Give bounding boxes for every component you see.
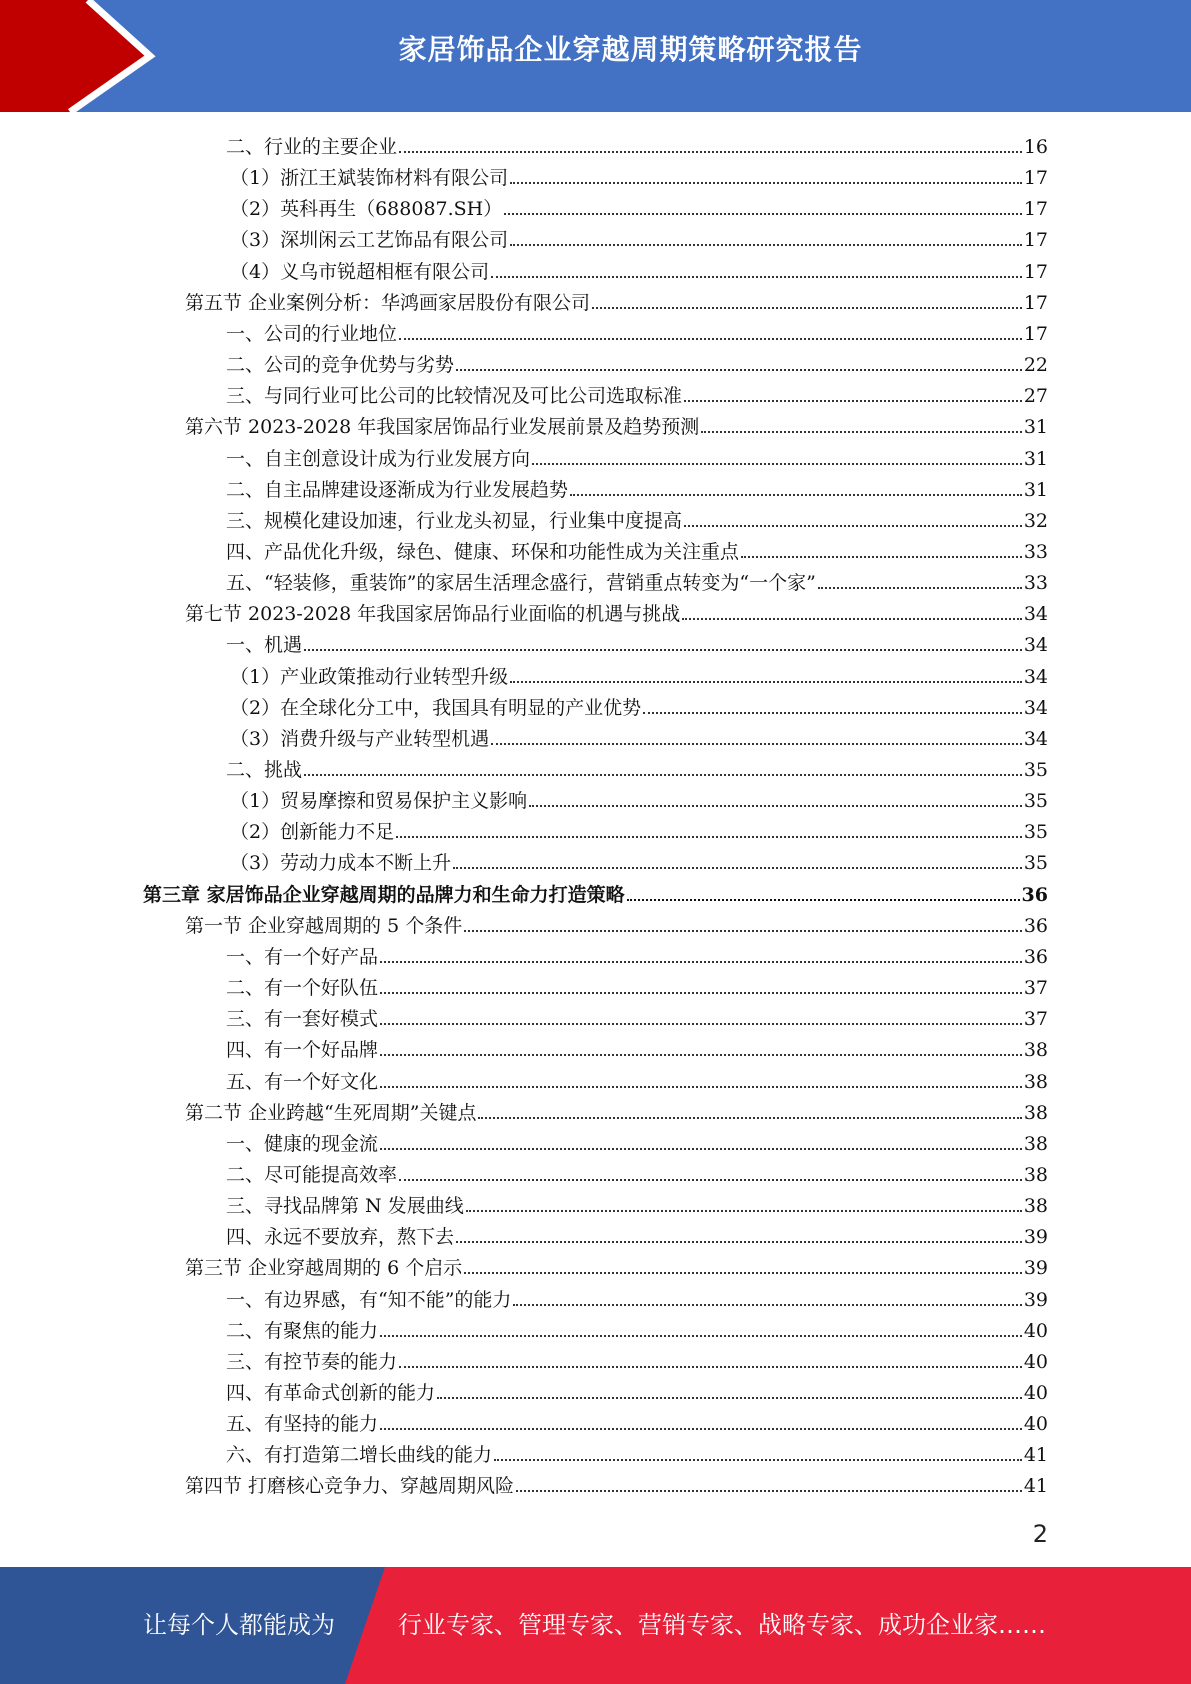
toc-dot-leader [532,463,1022,465]
toc-entry[interactable] [185,907,1048,938]
toc-entry[interactable] [185,595,1048,626]
toc-entry[interactable] [226,1343,1048,1374]
toc-entry-title: 四、有革命式创新的能力 [226,1382,436,1404]
toc-entry[interactable] [230,689,1048,720]
toc-entry[interactable] [185,1467,1048,1498]
toc-entry-page: 38 [1023,1132,1048,1155]
toc-dot-leader [513,1304,1021,1306]
toc-entry-page: 17 [1023,229,1048,252]
toc-entry-page: 17 [1023,291,1048,314]
toc-entry-page: 34 [1023,634,1048,657]
toc-entry[interactable] [226,1063,1048,1094]
document-title: 家居饰品企业穿越周期策略研究报告 [398,33,863,66]
toc-entry-title: 第三节 企业穿越周期的 6 个启示 [185,1257,463,1280]
toc-entry-title: （1）贸易摩擦和贸易保护主义影响 [230,790,528,813]
toc-entry[interactable] [185,284,1048,315]
toc-entry-page: 17 [1023,260,1048,283]
toc-dot-leader [399,1179,1022,1181]
page-footer [0,1567,1191,1684]
toc-entry-title: 三、与同行业可比公司的比较情况及可比公司选取标准 [226,385,683,408]
toc-entry-page: 22 [1023,354,1048,377]
toc-dot-leader [380,1054,1022,1056]
toc-entry[interactable] [226,1125,1048,1156]
toc-entry[interactable] [226,377,1048,408]
toc-entry[interactable] [230,221,1048,252]
toc-entry-title: 四、有一个好品牌 [226,1039,379,1062]
page-header [0,0,1191,112]
toc-entry[interactable] [226,315,1048,346]
toc-entry-page: 31 [1023,478,1048,501]
toc-entry-page: 35 [1023,821,1048,844]
toc-dot-leader [380,1023,1022,1025]
footer-slogan-left: 让每个人都能成为 [143,1611,335,1639]
toc-entry-title: 二、自主品牌建设逐渐成为行业发展趋势 [226,478,569,501]
toc-entry-title: 第三章 家居饰品企业穿越周期的品牌力和生命力打造策略 [143,883,625,906]
toc-entry[interactable] [226,533,1048,564]
toc-entry[interactable] [226,1436,1048,1467]
toc-dot-leader [399,151,1022,153]
toc-dot-leader [380,1086,1022,1088]
toc-dot-leader [396,836,1022,838]
toc-dot-leader [437,1397,1022,1399]
toc-entry-page: 36 [1021,883,1048,906]
toc-dot-leader [380,961,1022,963]
toc-entry[interactable] [226,969,1048,1000]
toc-entry-title: 一、公司的行业地位 [226,322,398,345]
toc-entry-title: 一、有边界感，有“知不能”的能力 [226,1288,512,1311]
toc-entry-page: 40 [1023,1413,1048,1436]
toc-entry-page: 39 [1023,1288,1048,1311]
toc-dot-leader [453,867,1022,869]
toc-entry-title: （1）浙江王斌装饰材料有限公司 [230,167,509,190]
toc-entry[interactable] [226,1312,1048,1343]
toc-dot-leader [627,899,1020,901]
toc-dot-leader [570,494,1022,496]
toc-entry-title: 四、产品优化升级，绿色、健康、环保和功能性成为关注重点 [226,540,740,563]
toc-entry[interactable] [230,190,1048,221]
toc-dot-leader [684,400,1022,402]
toc-dot-leader [643,712,1022,714]
toc-entry-page: 35 [1023,790,1048,813]
toc-entry[interactable] [226,1281,1048,1312]
toc-entry-title: 五、有坚持的能力 [226,1413,379,1436]
toc-dot-leader [516,1490,1022,1492]
toc-entry-page: 38 [1023,1101,1048,1124]
footer-slogan-right: 行业专家、管理专家、营销专家、战略专家、成功企业家…… [398,1611,1046,1639]
toc-entry[interactable] [143,876,1048,907]
toc-entry-title: 二、行业的主要企业 [226,136,398,158]
toc-entry[interactable] [185,408,1048,439]
toc-entry-page: 38 [1023,1163,1048,1186]
toc-entry-title: （2）在全球化分工中，我国具有明显的产业优势 [230,696,642,719]
page-number: 2 [1032,1520,1048,1548]
toc-entry-title: 二、挑战 [226,759,303,781]
toc-entry-page: 40 [1023,1382,1048,1404]
toc-entry[interactable] [185,1249,1048,1280]
toc-dot-leader [510,182,1022,184]
toc-entry[interactable] [226,1405,1048,1436]
toc-entry-page: 16 [1023,136,1048,158]
toc-entry[interactable] [226,1031,1048,1062]
toc-entry[interactable] [226,1218,1048,1249]
toc-dot-leader [464,1272,1022,1274]
toc-dot-leader [818,587,1022,589]
toc-entry-title: 一、健康的现金流 [226,1132,379,1155]
toc-entry-page: 38 [1023,1195,1048,1218]
toc-entry[interactable] [226,626,1048,657]
toc-entry[interactable] [226,128,1048,159]
toc-entry-page: 37 [1023,977,1048,1000]
toc-dot-leader [491,743,1022,745]
toc-entry-page: 38 [1023,1070,1048,1093]
toc-entry[interactable] [226,938,1048,969]
toc-dot-leader [510,681,1022,683]
toc-dot-leader [380,992,1022,994]
toc-entry[interactable] [226,1187,1048,1218]
toc-entry-title: 二、有聚焦的能力 [226,1319,379,1342]
toc-entry-page: 35 [1023,759,1048,781]
toc-dot-leader [456,1241,1022,1243]
toc-dot-leader [399,1366,1022,1368]
toc-entry-page: 37 [1023,1008,1048,1031]
toc-entry-page: 39 [1023,1226,1048,1249]
toc-entry-title: 三、规模化建设加速，行业龙头初显，行业集中度提高 [226,509,683,532]
toc-entry-page: 27 [1023,385,1048,408]
toc-entry-page: 38 [1023,1039,1048,1062]
toc-entry[interactable] [226,440,1048,471]
toc-dot-leader [380,1148,1022,1150]
toc-entry-title: 三、寻找品牌第 N 发展曲线 [226,1195,464,1218]
toc-entry-page: 40 [1023,1319,1048,1342]
toc-entry-page: 34 [1023,665,1048,688]
toc-entry-title: 第四节 打磨核心竞争力、穿越周期风险 [185,1475,515,1498]
toc-entry[interactable] [226,471,1048,502]
toc-entry[interactable] [226,1374,1048,1405]
toc-entry-page: 39 [1023,1257,1048,1280]
toc-entry-title: 一、自主创意设计成为行业发展方向 [226,447,531,470]
toc-entry-title: 四、永远不要放弃，熬下去 [226,1226,455,1249]
toc-dot-leader [380,1335,1022,1337]
toc-entry-title: 第五节 企业案例分析：华鸿画家居股份有限公司 [185,291,591,314]
toc-entry[interactable] [230,658,1048,689]
toc-entry-title: （1）产业政策推动行业转型升级 [230,665,509,688]
toc-entry-page: 35 [1023,852,1048,875]
toc-entry[interactable] [185,1094,1048,1125]
toc-dot-leader [592,307,1022,309]
toc-entry-title: 一、有一个好产品 [226,945,379,968]
toc-entry-page: 33 [1023,540,1048,563]
toc-dot-leader [682,618,1022,620]
toc-entry-title: 第一节 企业穿越周期的 5 个条件 [185,914,463,937]
toc-entry[interactable] [226,564,1048,595]
toc-entry-title: 二、尽可能提高效率 [226,1163,398,1186]
toc-dot-leader [464,930,1022,932]
toc-entry[interactable] [230,813,1048,844]
toc-dot-leader [304,774,1022,776]
toc-entry-title: 第六节 2023-2028 年我国家居饰品行业发展前景及趋势预测 [185,416,700,439]
toc-entry[interactable] [226,502,1048,533]
toc-dot-leader [304,649,1022,651]
toc-entry-title: 三、有控节奏的能力 [226,1350,398,1373]
toc-entry-title: （2）创新能力不足 [230,821,395,844]
toc-dot-leader [399,338,1022,340]
toc-entry-page: 17 [1023,322,1048,345]
toc-entry-title: （3）劳动力成本不断上升 [230,852,452,875]
toc-dot-leader [478,1117,1021,1119]
toc-dot-leader [466,1210,1022,1212]
toc-entry-page: 34 [1023,603,1048,626]
toc-entry-title: 第二节 企业跨越“生死周期”关键点 [185,1101,477,1124]
toc-entry-title: 六、有打造第二增长曲线的能力 [226,1444,493,1467]
toc-entry-page: 41 [1023,1444,1048,1467]
toc-entry-title: 二、公司的竞争优势与劣势 [226,354,455,377]
toc-entry-title: 一、机遇 [226,634,303,657]
toc-dot-leader [741,556,1022,558]
toc-entry-page: 34 [1023,696,1048,719]
toc-dot-leader [684,525,1022,527]
toc-entry[interactable] [230,159,1048,190]
toc-dot-leader [380,1428,1022,1430]
toc-entry-title: （2）英科再生（688087.SH） [230,198,503,221]
toc-entry[interactable] [230,782,1048,813]
toc-entry-page: 31 [1023,447,1048,470]
toc-entry-title: 二、有一个好队伍 [226,977,379,1000]
toc-entry-page: 17 [1023,198,1048,221]
toc-entry-page: 31 [1023,416,1048,439]
toc-entry-title: （4）义乌市锐超相框有限公司 [230,260,490,283]
toc-entry-title: 第七节 2023-2028 年我国家居饰品行业面临的机遇与挑战 [185,603,681,626]
toc-dot-leader [529,805,1022,807]
toc-dot-leader [701,431,1022,433]
toc-entry[interactable] [226,346,1048,377]
toc-entry-page: 33 [1023,572,1048,595]
toc-entry-title: 五、“轻装修，重装饰”的家居生活理念盛行，营销重点转变为“一个家” [226,572,816,595]
toc-entry-page: 36 [1023,945,1048,968]
toc-entry-page: 32 [1023,509,1048,532]
toc-entry-page: 40 [1023,1350,1048,1373]
toc-entry-page: 41 [1023,1475,1048,1498]
toc-dot-leader [510,244,1022,246]
toc-entry-title: （3）深圳闲云工艺饰品有限公司 [230,229,509,252]
toc-entry-title: （3）消费升级与产业转型机遇 [230,727,490,750]
toc-dot-leader [491,276,1022,278]
toc-entry[interactable] [226,751,1048,782]
toc-entry-page: 36 [1023,914,1048,937]
toc-dot-leader [456,369,1022,371]
toc-entry[interactable] [230,844,1048,875]
toc-entry[interactable] [226,1156,1048,1187]
toc-entry[interactable] [230,720,1048,751]
toc-entry[interactable] [226,1000,1048,1031]
toc-entry-page: 34 [1023,727,1048,750]
toc-dot-leader [504,213,1022,215]
toc-entry-page: 17 [1023,167,1048,190]
toc-entry-title: 三、有一套好模式 [226,1008,379,1031]
toc-dot-leader [494,1459,1022,1461]
toc-entry-title: 五、有一个好文化 [226,1070,379,1093]
toc-entry[interactable] [230,253,1048,284]
